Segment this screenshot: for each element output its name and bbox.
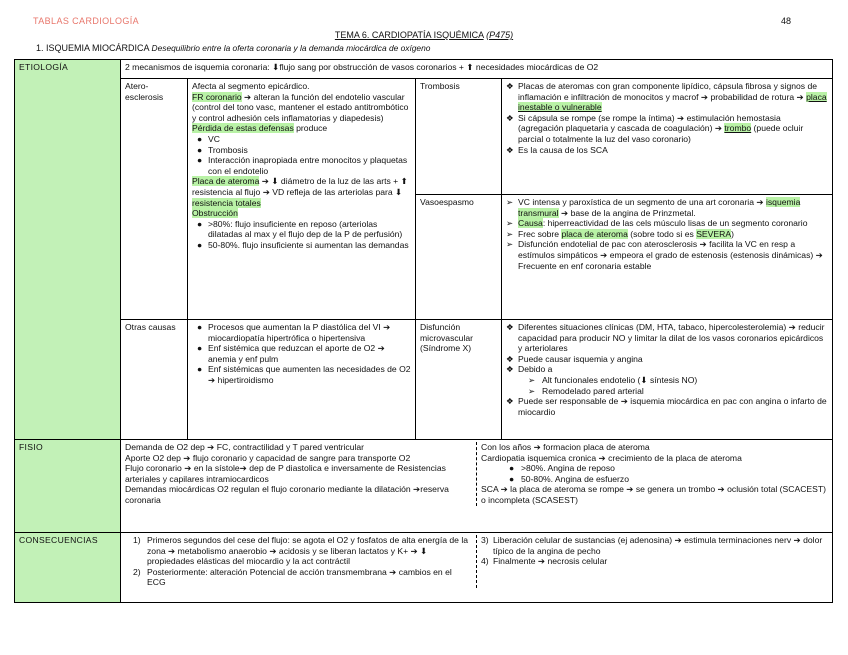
otras-content: ● Procesos que aumentan la P diastólica del VI ➔ miocardiopatía hipertrófica o hipertensiva ● Enf sistémica que reduzcan el aporte de O2 ➔ anemia y enf pulm ● Enf sistémicas que aumenten las necesidades de O2 ➔ hipertiroidismo xyxy=(188,320,416,440)
atero-name: Atero-esclerosis xyxy=(121,79,188,320)
fisio-left: Demanda de O2 dep ➔ FC, contractilidad y T pared ventricular Aporte O2 dep ➔ flujo coronario y capacidad de sangre para transporte O2 Flujo coronario ➔ en la sístole➔ dep de P diastolica e inversamente de Resistencias arteriales y capilares intramiocardicos Demandas miocárdicas O2 regulan el flujo coronario mediante la dilatación ➔reserva coronaria xyxy=(121,442,477,506)
row-label-fisio: FISIO xyxy=(15,440,121,533)
vasoespasmo-content: ➢ VC intensa y paroxística de un segmento de una art coronaria ➔ isquemia transmural ➔ base de la angina de Prinzmetal. ➢ Causa: hiperreactividad de las cels músculo lisas de un segmento coronario ➢ Frec sobre placa de ateroma (sobre todo si es SEVERA) ➢ Disfunción endotelial de pac con aterosclerosis ➔ facilita la VC en resp a estímulos simpáticos ➔ empeora el grado de estenosis (estenosis dinámicas) ➔ Frecuente en enf coronaria estable xyxy=(502,195,833,320)
trombosis-name: Trombosis xyxy=(416,79,502,195)
otras-name: Otras causas xyxy=(121,320,188,440)
consecuencias-content xyxy=(121,533,833,603)
summary-table xyxy=(14,59,833,603)
consecuencias-right: 3) Liberación celular de sustancias (ej adenosina) ➔ estimula terminaciones nerv ➔ dolor típico de la angina de pecho 4) Finalmente ➔ necrosis celular xyxy=(481,535,823,567)
fisio-right: Con los años ➔ formacion placa de ateroma Cardiopatia isquemica cronica ➔ crecimiento de la placa de ateroma ● >80%. Angina de reposo ● 50-80%. Angina de esfuerzo SCA ➔ la placa de ateroma se rompe ➔ se genera un trombo ➔ oclusión total (SCACEST) o incompleta (SCASEST) xyxy=(481,442,826,505)
fisio-content xyxy=(121,440,833,533)
running-header: TABLAS CARDIOLOGÍA xyxy=(33,16,140,26)
etiologia-intro: 2 mecanismos de isquemia coronaria: ⬇flujo sang por obstrucción de vasos coronarios + ⬆ necesidades miocárdicas de O2 xyxy=(121,60,833,79)
page-title: TEMA 6. CARDIOPATÍA ISQUÉMICA (P475) xyxy=(334,30,514,40)
disfuncion-content: ❖ Diferentes situaciones clínicas (DM, HTA, tabaco, hipercolesterolemia) ➔ reducir capacidad para producir NO y limitar la dilat de los vasos coronarios epicárdicos y arteriolares ❖ Puede causar isquemia y angina ❖ Debido a ➢ Alt funcionales endotelio (⬇ síntesis NO) ➢ Remodelado pared arterial ❖ Puede ser responsable de ➔ isquemia miocárdica en pac con angina o infarto de miocardio xyxy=(502,320,833,440)
atero-content: Afecta al segmento epicárdico. FR coronario ➔ alteran la función del endotelio vascular (control del tono vasc, mantener el estado antitrombótico y control adhesión cels inflamatorias y diapedesis) Pérdida de estas defensas produce ● VC ● Trombosis ● Interacción inapropiada entre monocitos y plaquetas con el endotelio Placa de ateroma ➔ ⬇ diámetro de la luz de las arts + ⬆ resistencia al flujo ➔ VD refleja de las arteriolas para ⬇ resistencia totales Obstrucción ● >80%: flujo insuficiente en reposo (arteriolas dilatadas al max y el flujo dep de la P de perfusión) ● 50-80%. flujo insuficiente si aumentan las demandas xyxy=(188,79,416,320)
section-title: 1. ISQUEMIA MIOCÁRDICA Desequilibrio entre la oferta coronaria y la demanda miocárdica de oxígeno xyxy=(36,43,431,53)
vasoespasmo-name: Vasoespasmo xyxy=(416,195,502,320)
trombosis-content: ❖ Placas de ateromas con gran componente lipídico, cápsula fibrosa y signos de inflamación e infiltración de monocitos y macrof ➔ probabilidad de rotura ➔ placa inestable o vulnerable ❖ Si cápsula se rompe (se rompe la íntima) ➔ estimulación hemostasia (agregación plaquetaria y cascada de coagulación) ➔ trombo (puede ocluir parcial o totalmente la luz del vaso coronario) ❖ Es la causa de los SCA xyxy=(502,79,833,195)
consecuencias-left: 1) Primeros segundos del cese del flujo: se agota el O2 y fosfatos de alta energía de la zona ➔ metabolismo anaerobio ➔ acidosis y se liberan lactatos y K+ ➔ ⬇ propiedades elásticas del miocardio y la act contráctil 2) Posteriormente: alteración Potencial de acción transmembrana ➔ cambios en el ECG xyxy=(121,535,477,588)
row-label-etiologia: ETIOLOGÍA xyxy=(15,60,121,440)
page-number: 48 xyxy=(781,16,792,26)
row-label-consecuencias: CONSECUENCIAS xyxy=(15,533,121,603)
disfuncion-name: Disfunción microvascular (Síndrome X) xyxy=(416,320,502,440)
